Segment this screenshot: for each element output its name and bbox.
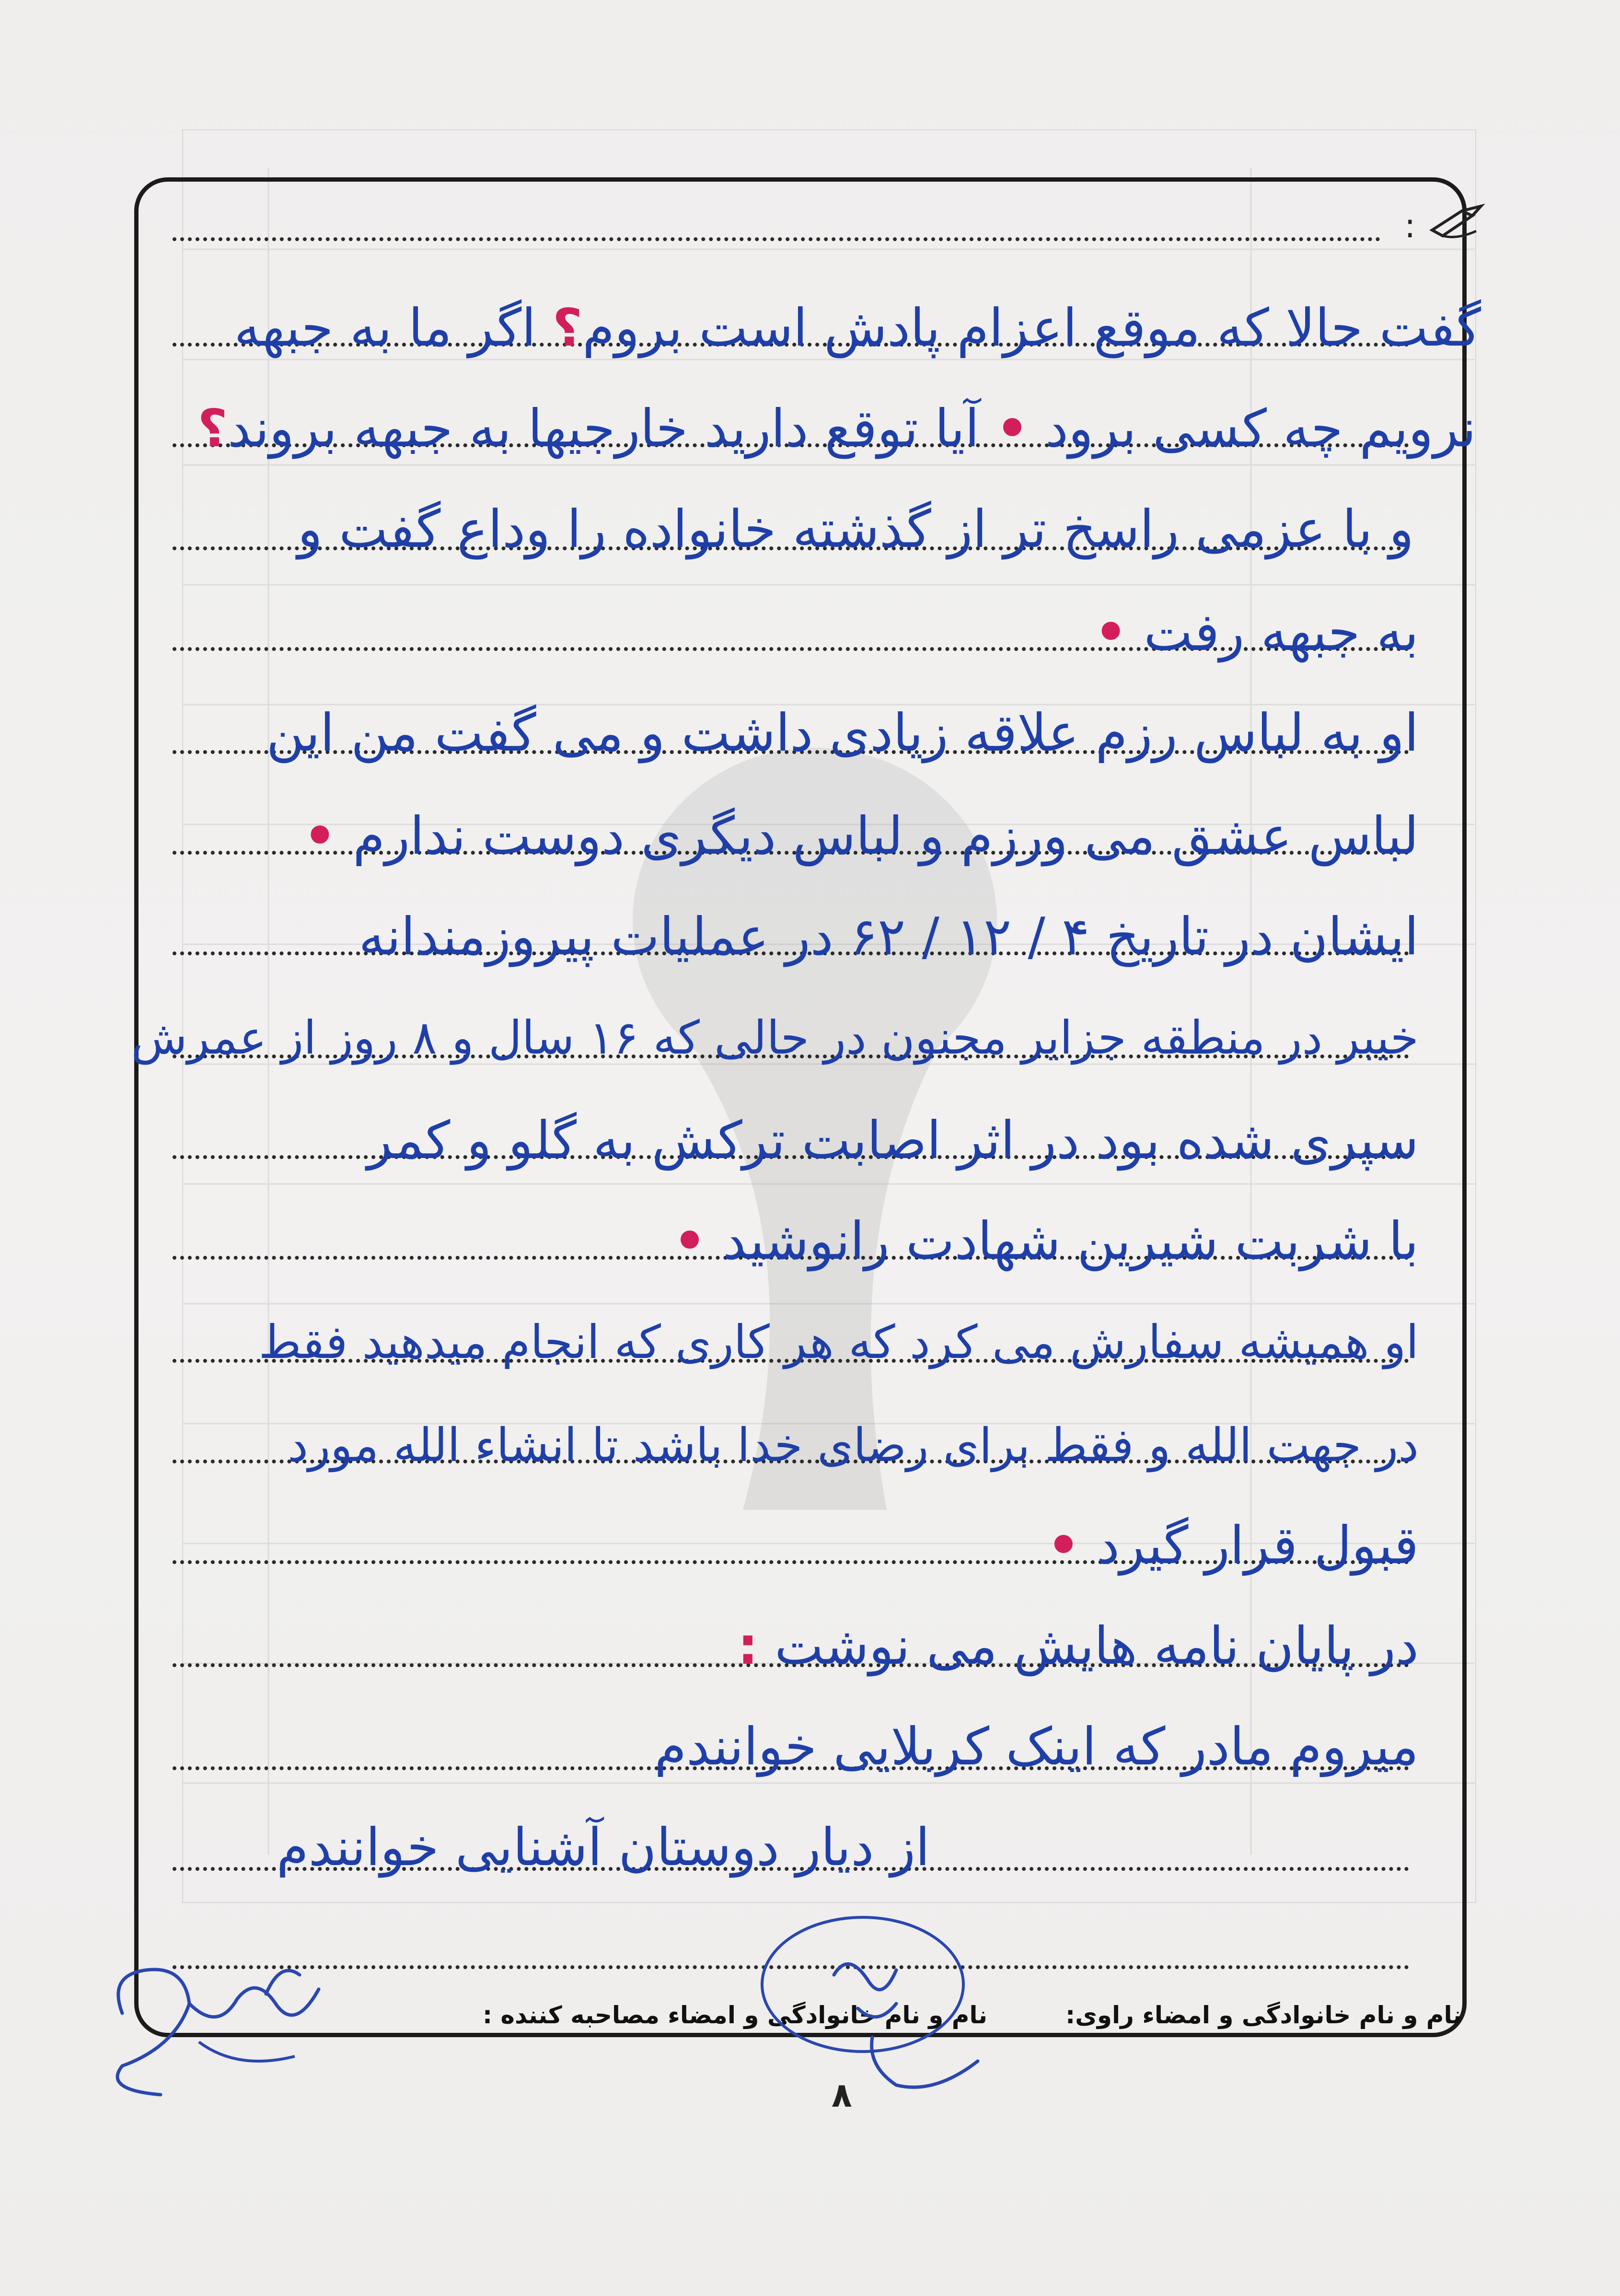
handwritten-line-13: قبول قرار گیرد • bbox=[1047, 1516, 1419, 1576]
handwritten-line-8: خیبر در منطقه جزایر مجنون در حالی که ۱۶ سال و ۸ روز از عمرش bbox=[131, 1011, 1419, 1065]
handwritten-line-11: او همیشه سفارش می کرد که هر کاری که انجام میدهید فقط bbox=[258, 1315, 1419, 1369]
handwritten-line-7: ایشان در تاریخ ۴ / ۱۲ / ۶۲ در عملیات پیروزمندانه bbox=[359, 907, 1419, 967]
narrator-signature bbox=[93, 1946, 347, 2109]
handwritten-line-15: میروم مادر که اینک کربلایی خوانندم bbox=[654, 1717, 1419, 1777]
header-colon: : bbox=[1404, 206, 1416, 245]
handwritten-line-3: و با عزمی راسخ تر از گذشته خانواده را وداع گفت و bbox=[297, 499, 1414, 559]
ruled-line bbox=[173, 237, 1380, 241]
handwritten-line-16: از دیار دوستان آشنایی خوانندم bbox=[276, 1818, 930, 1878]
interviewer-signature bbox=[752, 1903, 1002, 2104]
interviewer-name-label: نام و نام خانوادگی و امضاء مصاحبه کننده : bbox=[483, 2001, 987, 2029]
narrator-name-label: نام و نام خانوادگی و امضاء راوی: bbox=[1065, 2001, 1462, 2029]
handwritten-line-2: نرویم چه کسی برود • آیا توقع دارید خارجیها به جبهه بروند؟ bbox=[197, 399, 1476, 459]
handwritten-line-14: در پایان نامه هایش می نوشت : bbox=[737, 1616, 1419, 1676]
handwritten-line-1: گفت حالا که موقع اعزام پادش است بروم؟ اگر ما به جبهه bbox=[234, 298, 1481, 358]
handwritten-line-5: او به لباس رزم علاقه زیادی داشت و می گفت من این bbox=[266, 703, 1419, 763]
handwritten-line-10: با شربت شیرین شهادت رانوشید • bbox=[673, 1211, 1419, 1271]
handwritten-line-12: در جهت الله و فقط برای رضای خدا باشد تا انشاء الله مورد bbox=[288, 1418, 1419, 1472]
pen-hand-icon bbox=[1428, 201, 1486, 244]
handwritten-line-6: لباس عشق می ورزم و لباس دیگری دوست ندارم • bbox=[303, 806, 1419, 866]
handwritten-line-9: سپری شده بود در اثر اصابت ترکش به گلو و کمر bbox=[367, 1111, 1419, 1171]
page-number: ۸ bbox=[832, 2076, 852, 2115]
handwritten-line-4: به جبهه رفت • bbox=[1094, 603, 1419, 662]
